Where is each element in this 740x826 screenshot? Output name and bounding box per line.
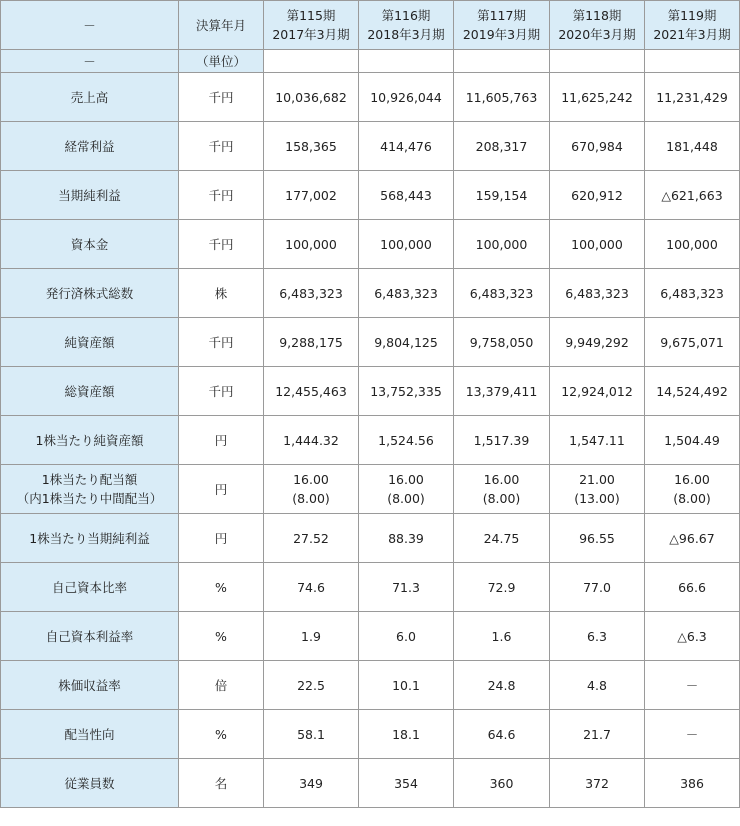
row-value: 18.1 <box>359 710 454 759</box>
row-value: 16.00 (8.00) <box>264 465 359 514</box>
header-period-117: 第117期 2019年3月期 <box>454 1 550 50</box>
table-row <box>1 171 740 220</box>
row-value: 24.75 <box>454 514 550 563</box>
header-period-119: 第119期 2021年3月期 <box>645 1 740 50</box>
table-row <box>1 220 740 269</box>
table-row <box>1 563 740 612</box>
row-unit: 倍 <box>179 661 264 710</box>
row-label: 売上高 <box>1 73 179 122</box>
row-value: 11,231,429 <box>645 73 740 122</box>
row-value: 158,365 <box>264 122 359 171</box>
unit-row-empty <box>359 50 454 73</box>
row-value: 16.00 (8.00) <box>645 465 740 514</box>
table-row <box>1 612 740 661</box>
row-unit: 千円 <box>179 367 264 416</box>
unit-row-label: － <box>1 50 179 73</box>
row-value: 360 <box>454 759 550 808</box>
row-value: 64.6 <box>454 710 550 759</box>
row-label: 従業員数 <box>1 759 179 808</box>
unit-row-empty <box>454 50 550 73</box>
row-value: 1.9 <box>264 612 359 661</box>
row-value: 670,984 <box>550 122 645 171</box>
row-value: 1,547.11 <box>550 416 645 465</box>
row-value: 21.00 (13.00) <box>550 465 645 514</box>
unit-row-unit: （単位） <box>179 50 264 73</box>
row-label: 資本金 <box>1 220 179 269</box>
unit-row <box>1 50 740 73</box>
row-label: 経常利益 <box>1 122 179 171</box>
row-value: 414,476 <box>359 122 454 171</box>
header-settlement-month: 決算年月 <box>179 1 264 50</box>
row-value: 58.1 <box>264 710 359 759</box>
row-unit: % <box>179 563 264 612</box>
row-label: 1株当たり当期純利益 <box>1 514 179 563</box>
header-corner: － <box>1 1 179 50</box>
row-unit: % <box>179 612 264 661</box>
row-unit: 株 <box>179 269 264 318</box>
table-row <box>1 318 740 367</box>
row-value: 620,912 <box>550 171 645 220</box>
row-value: 88.39 <box>359 514 454 563</box>
row-value: 6,483,323 <box>359 269 454 318</box>
row-value: 100,000 <box>264 220 359 269</box>
row-value: 354 <box>359 759 454 808</box>
row-value: △6.3 <box>645 612 740 661</box>
row-value: 568,443 <box>359 171 454 220</box>
row-value: 6.0 <box>359 612 454 661</box>
row-value: 9,949,292 <box>550 318 645 367</box>
table-row <box>1 73 740 122</box>
row-value: 1,444.32 <box>264 416 359 465</box>
row-unit: 名 <box>179 759 264 808</box>
row-label: 総資産額 <box>1 367 179 416</box>
row-value: 16.00 (8.00) <box>454 465 550 514</box>
row-value: △96.67 <box>645 514 740 563</box>
table-row <box>1 269 740 318</box>
row-value: 4.8 <box>550 661 645 710</box>
row-label: 純資産額 <box>1 318 179 367</box>
row-value: 177,002 <box>264 171 359 220</box>
row-value: 9,675,071 <box>645 318 740 367</box>
header-period-118: 第118期 2020年3月期 <box>550 1 645 50</box>
table-row-dividend <box>1 465 740 514</box>
row-value: 386 <box>645 759 740 808</box>
row-value: 6,483,323 <box>645 269 740 318</box>
row-value: 14,524,492 <box>645 367 740 416</box>
row-value: 6.3 <box>550 612 645 661</box>
row-label: 当期純利益 <box>1 171 179 220</box>
row-value: 6,483,323 <box>550 269 645 318</box>
row-value: 100,000 <box>645 220 740 269</box>
row-value: 349 <box>264 759 359 808</box>
row-value: 71.3 <box>359 563 454 612</box>
row-value: 12,455,463 <box>264 367 359 416</box>
table-row <box>1 122 740 171</box>
row-value: 27.52 <box>264 514 359 563</box>
row-value: 11,605,763 <box>454 73 550 122</box>
row-unit: 千円 <box>179 122 264 171</box>
row-value: 22.5 <box>264 661 359 710</box>
row-value: 9,804,125 <box>359 318 454 367</box>
row-value: 13,752,335 <box>359 367 454 416</box>
table-row <box>1 710 740 759</box>
row-value: 100,000 <box>550 220 645 269</box>
row-value: 10.1 <box>359 661 454 710</box>
row-value: 208,317 <box>454 122 550 171</box>
row-value: 13,379,411 <box>454 367 550 416</box>
row-label: 自己資本比率 <box>1 563 179 612</box>
row-value: － <box>645 661 740 710</box>
row-value: 11,625,242 <box>550 73 645 122</box>
row-label: 発行済株式総数 <box>1 269 179 318</box>
row-unit: 円 <box>179 514 264 563</box>
row-value: 100,000 <box>454 220 550 269</box>
row-value: 72.9 <box>454 563 550 612</box>
row-label: 配当性向 <box>1 710 179 759</box>
row-value: 159,154 <box>454 171 550 220</box>
row-value: 96.55 <box>550 514 645 563</box>
unit-row-empty <box>264 50 359 73</box>
table-row <box>1 367 740 416</box>
row-value: 66.6 <box>645 563 740 612</box>
row-value: 1,504.49 <box>645 416 740 465</box>
row-value: 181,448 <box>645 122 740 171</box>
row-label: 1株当たり純資産額 <box>1 416 179 465</box>
row-unit: 円 <box>179 465 264 514</box>
row-value: 372 <box>550 759 645 808</box>
table-row <box>1 416 740 465</box>
row-value: 10,926,044 <box>359 73 454 122</box>
row-value: 12,924,012 <box>550 367 645 416</box>
row-value: 16.00 (8.00) <box>359 465 454 514</box>
row-value: 100,000 <box>359 220 454 269</box>
row-value: 10,036,682 <box>264 73 359 122</box>
header-period-115: 第115期 2017年3月期 <box>264 1 359 50</box>
table-row <box>1 661 740 710</box>
row-value: 9,758,050 <box>454 318 550 367</box>
row-unit: % <box>179 710 264 759</box>
row-value: 1.6 <box>454 612 550 661</box>
row-unit: 千円 <box>179 73 264 122</box>
row-unit: 円 <box>179 416 264 465</box>
row-label: 株価収益率 <box>1 661 179 710</box>
header-row <box>1 1 740 50</box>
row-value: － <box>645 710 740 759</box>
row-label: 自己資本利益率 <box>1 612 179 661</box>
table-row <box>1 514 740 563</box>
row-value: 21.7 <box>550 710 645 759</box>
row-unit: 千円 <box>179 220 264 269</box>
row-value: 24.8 <box>454 661 550 710</box>
row-value: 74.6 <box>264 563 359 612</box>
row-value: 9,288,175 <box>264 318 359 367</box>
table-row <box>1 759 740 808</box>
row-value: 1,517.39 <box>454 416 550 465</box>
row-unit: 千円 <box>179 318 264 367</box>
row-value: 6,483,323 <box>454 269 550 318</box>
row-value: 77.0 <box>550 563 645 612</box>
row-value: △621,663 <box>645 171 740 220</box>
unit-row-empty <box>550 50 645 73</box>
header-period-116: 第116期 2018年3月期 <box>359 1 454 50</box>
row-unit: 千円 <box>179 171 264 220</box>
unit-row-empty <box>645 50 740 73</box>
row-value: 1,524.56 <box>359 416 454 465</box>
row-value: 6,483,323 <box>264 269 359 318</box>
row-label: 1株当たり配当額 （内1株当たり中間配当） <box>1 465 179 514</box>
